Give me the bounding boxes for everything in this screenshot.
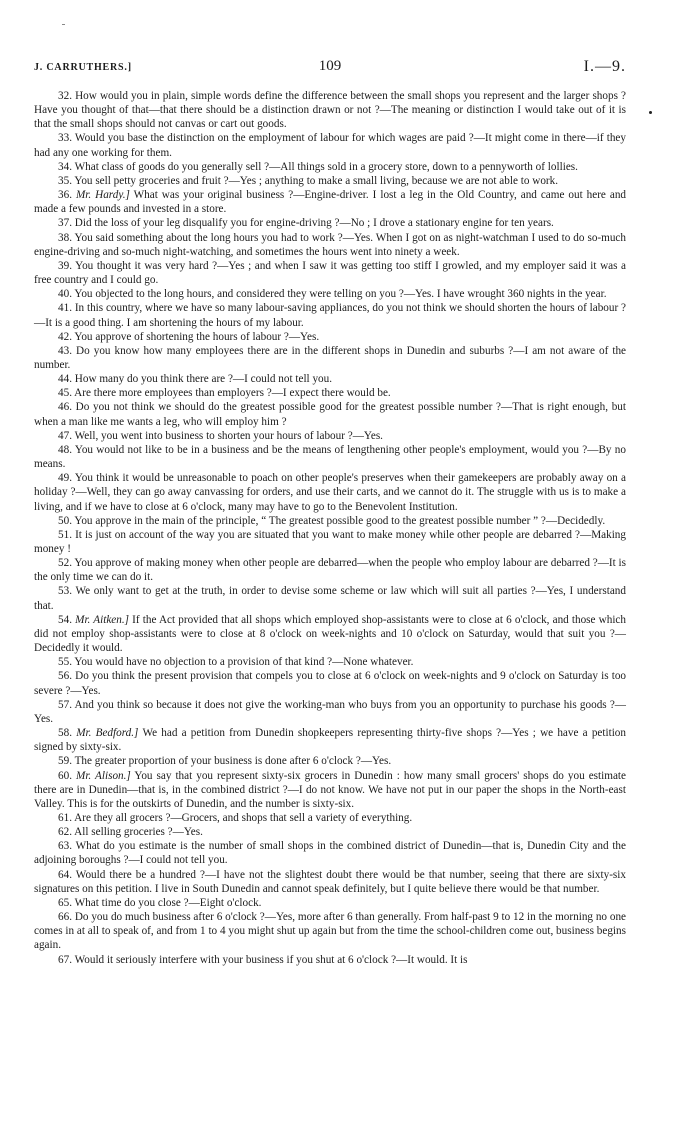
question-number: 46.: [58, 401, 76, 414]
question-number: 41.: [58, 302, 75, 315]
question-paragraph: [34, 429, 626, 443]
witness-name: J. CARRUTHERS.]: [34, 62, 132, 73]
question-paragraph: [34, 372, 626, 386]
question-number: 63.: [58, 840, 76, 853]
question-text: You think it would be unreasonable to poach on other people's preserves when their gamekeepers are probably away on a holiday ?—Well, they can go away canvassing for orders, and use their carts, and we cannot do it. The struggle with us is to make a living, and if we have to close at 6 o'clock, many may have to go to the Benevolent Institution.: [34, 472, 626, 513]
question-number: 35.: [58, 174, 75, 187]
question-text: You sell petty groceries and fruit ?—Yes ; anything to make a small living, because we are not able to work.: [74, 174, 559, 187]
question-paragraph: [34, 754, 626, 768]
question-paragraph: [34, 584, 626, 612]
question-text: You would not like to be in a business and be the means of lengthening other people's employment, would you ?—By no means.: [34, 443, 626, 471]
question-paragraph: [34, 726, 626, 754]
question-text: What do you estimate is the number of small shops in the combined district of Dunedin—that is, Dunedin City and the adjoining boroughs ?—I could not tell you.: [34, 840, 626, 867]
question-text: Do you know how many employees there are in the different shops in Dunedin and suburbs ?—I am not aware of the number.: [34, 344, 627, 371]
question-number: 65.: [58, 896, 75, 909]
question-number: 45.: [58, 387, 75, 400]
question-text: How many do you think there are ?—I could not tell you.: [74, 373, 333, 386]
question-paragraph: [34, 528, 626, 556]
question-text: In this country, where we have so many labour-saving appliances, do you not think we should shorten the hours of labour ?—It is a good thing. I am shortening the hours of my labour.: [34, 302, 626, 329]
question-number: 56.: [58, 670, 76, 683]
question-number: 43.: [58, 344, 77, 357]
question-paragraph: [34, 669, 626, 697]
question-paragraph: [34, 386, 626, 400]
question-paragraph: [34, 811, 626, 825]
question-paragraph: [34, 131, 626, 159]
question-number: 32.: [58, 90, 76, 102]
question-number: 42.: [58, 330, 75, 343]
question-number: 34.: [58, 160, 75, 173]
question-paragraph: [34, 910, 626, 952]
question-text: Did the loss of your leg disqualify you for engine-driving ?—No ; I drove a stationary engine for ten years.: [74, 217, 554, 230]
question-paragraph: [34, 400, 626, 428]
question-text: You approve of shortening the hours of labour ?—Yes.: [74, 330, 320, 343]
document-reference: I.—9.: [583, 58, 626, 75]
question-paragraph: [34, 514, 626, 528]
question-paragraph: [34, 556, 626, 584]
question-text: What time do you close ?—Eight o'clock.: [74, 896, 262, 909]
question-text: All selling groceries ?—Yes.: [74, 826, 203, 839]
question-text: How would you in plain, simple words define the difference between the small shops you represent and the larger shops ? Have you thought of that—that there should be a distinction drawn or not ?—The meaning or distinction I would take out of it is that the small shops should not canvas or cart out goods.: [34, 90, 627, 131]
question-text: We had a petition from Dunedin shopkeepers representing thirty-five shops ?—Yes ; we have a petition signed by sixty-six.: [34, 727, 626, 754]
question-number: 53.: [58, 585, 76, 598]
question-number: 59.: [58, 755, 75, 768]
question-text: Well, you went into business to shorten your hours of labour ?—Yes.: [74, 429, 383, 442]
question-text: You objected to the long hours, and considered they were telling on you ?—Yes. I have wrought 360 nights in the year.: [74, 288, 607, 301]
question-number: 39.: [58, 259, 76, 272]
question-text: What was your original business ?—Engine-driver. I lost a leg in the Old Country, and came out here and made a few pounds and invested in a store.: [34, 189, 627, 216]
question-number: 62.: [58, 826, 75, 839]
question-number: 50.: [58, 514, 75, 527]
question-number: 52.: [58, 557, 75, 570]
question-number: 40.: [58, 288, 75, 301]
question-number: 38.: [58, 231, 75, 244]
question-number: 54.: [58, 613, 76, 626]
margin-mark: [62, 24, 65, 25]
margin-dot: [649, 111, 652, 114]
question-text: We only want to get at the truth, in order to devise some scheme or law which will suit all parties ?—Yes, I understand that.: [34, 585, 626, 612]
question-paragraph: [34, 160, 626, 174]
question-number: 44.: [58, 373, 75, 386]
question-paragraph: [34, 769, 626, 811]
speaker-label: Mr. Alison.]: [76, 769, 131, 782]
question-text: Do you do much business after 6 o'clock ?—Yes, more after 6 than generally. From half-past 9 to 12 in the morning no one comes in at all to speak of, and from 1 to 4 you might shut up again but from the time the school-children come out, business begins again.: [34, 911, 627, 952]
question-paragraph: [34, 330, 626, 344]
question-paragraph: [34, 89, 626, 131]
question-paragraph: [34, 231, 626, 259]
question-number: 55.: [58, 656, 75, 669]
question-text: It is just on account of the way you are situated that you want to make money while other people are debarred ?—Making money !: [34, 528, 626, 555]
question-paragraph: [34, 655, 626, 669]
question-paragraph: [34, 868, 626, 896]
question-text: You thought it was very hard ?—Yes ; and when I saw it was getting too stiff I growled, and my employer said it was a free country and I could go.: [34, 259, 626, 287]
question-number: 61.: [58, 811, 75, 824]
question-paragraph: [34, 443, 626, 471]
question-text: What class of goods do you generally sell ?—All things sold in a grocery store, down to a pennyworth of lollies.: [74, 160, 578, 173]
page-header: [34, 58, 626, 78]
question-text: You say that you represent sixty-six grocers in Dunedin : how many small grocers' shops do you estimate there are in Dunedin—that is, in the combined district ?—I do not know. We have not put in our paper the shops in the North-east Valley. This is for the outskirts of Dunedin, and the number is sixty-six.: [34, 769, 626, 810]
question-paragraph: [34, 839, 626, 867]
question-text: And you think so because it does not give the working-man who buys from you an opportunity to purchase his goods ?—Yes.: [34, 698, 626, 725]
question-paragraph: [34, 896, 626, 910]
question-paragraph: [34, 825, 626, 839]
speaker-label: Mr. Bedford.]: [76, 727, 139, 740]
question-paragraph: [34, 259, 626, 287]
question-paragraph: [34, 301, 626, 329]
question-number: 51.: [58, 528, 76, 541]
question-paragraph: [34, 216, 626, 230]
question-paragraph: [34, 613, 626, 655]
question-paragraph: [34, 188, 626, 216]
question-text: You approve in the main of the principle, “ The greatest possible good to the greatest possible number ” ?—Decidedly.: [74, 514, 606, 527]
question-text: Are they all grocers ?—Grocers, and shops that sell a variety of everything.: [74, 811, 413, 824]
question-text: Would there be a hundred ?—I have not the slightest doubt there would be that number, seeing that there are sixty-six signatures on this petition. I live in South Dunedin and cannot speak definitely, but I quite believe there would be that number.: [34, 868, 626, 895]
question-text: Would it seriously interfere with your business if you shut at 6 o'clock ?—It would. It is: [74, 953, 468, 966]
question-number: 49.: [58, 472, 75, 485]
question-number: 36.: [58, 189, 76, 202]
question-number: 47.: [58, 429, 75, 442]
testimony-body: [34, 89, 626, 967]
question-text: You approve of making money when other people are debarred—when the people who employ labour are debarred ?—It is the only time we can do it.: [34, 557, 626, 584]
question-text: Are there more employees than employers ?—I expect there would be.: [74, 387, 391, 400]
question-number: 37.: [58, 217, 75, 230]
speaker-label: Mr. Hardy.]: [75, 189, 130, 202]
question-text: Do you not think we should do the greatest possible good for the greatest possible number ?—That is right enough, but when a man like me wants a leg, who will employ him ?: [34, 401, 626, 428]
question-number: 66.: [58, 911, 75, 924]
question-number: 67.: [58, 953, 75, 966]
question-text: Do you think the present provision that compels you to close at 6 o'clock on week-nights and 9 o'clock on Saturday is too severe ?—Yes.: [34, 670, 627, 697]
question-number: 48.: [58, 443, 75, 456]
question-paragraph: [34, 174, 626, 188]
question-paragraph: [34, 698, 626, 726]
speaker-label: Mr. Aitken.]: [75, 613, 130, 626]
question-number: 64.: [58, 868, 76, 881]
question-number: 57.: [58, 698, 75, 711]
question-text: You said something about the long hours you had to work ?—Yes. When I got on as night-watchman I used to do so-much engine-driving and so-much night-watching, and sometimes the hours went into ninety a week.: [34, 231, 626, 258]
question-paragraph: [34, 287, 626, 301]
question-paragraph: [34, 344, 626, 372]
question-number: 33.: [58, 132, 75, 145]
question-text: You would have no objection to a provision of that kind ?—None whatever.: [74, 656, 414, 669]
question-text: If the Act provided that all shops which employed shop-assistants were to close at 6 o'clock, and those which did not employ shop-assistants were to close at 8 o'clock on week-nights and 10 o'clock on Saturday, would that suit you ?—Decidedly it would.: [34, 613, 626, 655]
question-paragraph: [34, 471, 626, 513]
question-paragraph: [34, 953, 626, 967]
question-number: 60.: [58, 769, 76, 782]
page-number: 109: [318, 58, 342, 74]
question-text: Would you base the distinction on the employment of labour for which wages are paid ?—It might come in there—if they had any one working for them.: [34, 132, 626, 159]
question-number: 58.: [58, 727, 77, 740]
question-text: The greater proportion of your business is done after 6 o'clock ?—Yes.: [74, 755, 392, 768]
